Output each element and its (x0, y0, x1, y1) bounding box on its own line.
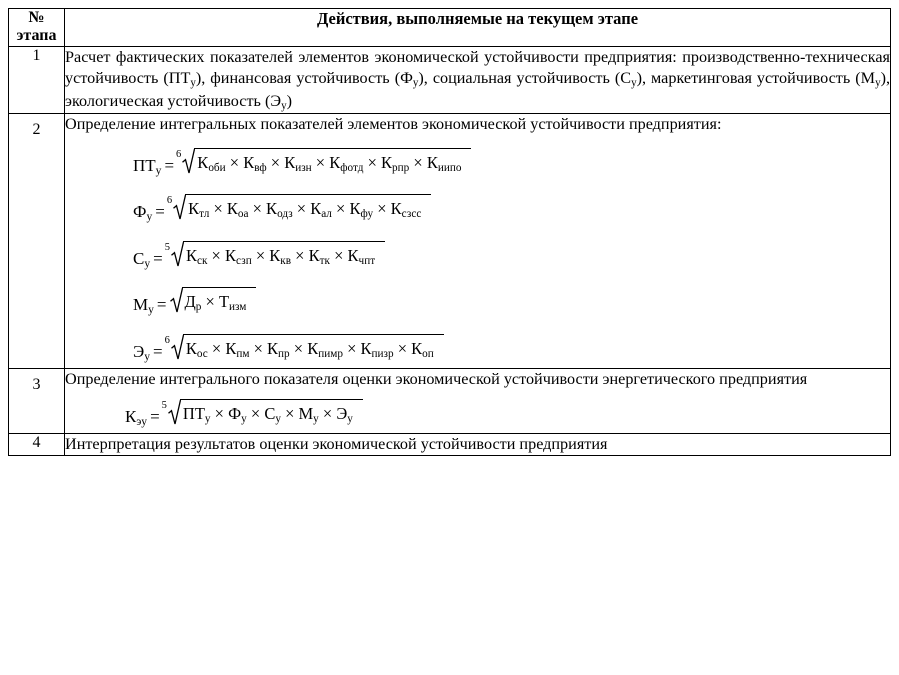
radical (165, 334, 444, 364)
formula-пт (133, 148, 890, 178)
stage1-sub-a: у (190, 77, 196, 90)
formula-lhs: $ПТ_у$ (133, 155, 162, 177)
formula-э (133, 334, 890, 364)
stage3-intro: Определение интегрального показателя оценки экономической устойчивости энергетического предприятия (65, 370, 808, 389)
stage2-formula-list (65, 148, 890, 364)
stage2-intro: Определение интегральных показателей элементов экономической устойчивости предприятия: (65, 115, 722, 134)
formula-equals: = (164, 155, 175, 175)
table-row (9, 114, 891, 369)
stage1-text-c: ), социальная устойчивость (С (418, 69, 632, 88)
stage-number-1: 1 (9, 46, 65, 114)
table-row (9, 46, 891, 114)
formula-lhs: $М_у$ (133, 295, 154, 317)
formula-к (125, 399, 890, 429)
stage1-text-f: ) (286, 91, 292, 110)
stage-number-3: 3 (9, 369, 65, 434)
header-stage-number-line1: № (28, 9, 45, 26)
stage-number-2: 2 (9, 114, 65, 369)
stage3-formula-list (65, 399, 890, 429)
table-row (9, 434, 891, 456)
radical-body: $К_{ск} \times К_{сзп} \times К_{кв} \times К_{тк} \times К_{чпт}$ (183, 241, 385, 271)
stage1-text-b: ), финансовая устойчивость (Ф (195, 69, 413, 88)
radical-sign-icon (171, 334, 184, 364)
radical (162, 399, 363, 429)
stage1-sub-d: у (875, 77, 881, 90)
radical-sign-icon (182, 148, 195, 178)
radical-body: $Д_р \times Т_{изм}$ (182, 287, 257, 317)
radical-body: $К_{оби} \times К_{вф} \times К_{изн} \times К_{фотд} \times К_{рпр} \times К_{иипо}$ (194, 148, 471, 178)
radical-index: 6 (164, 334, 170, 346)
stage1-sub-b: у (412, 77, 419, 90)
radical (167, 194, 432, 224)
radical-index: 6 (176, 148, 182, 160)
radical-sign-icon (170, 287, 183, 317)
radical-sign-icon (173, 194, 186, 224)
stage-content-2 (65, 114, 891, 369)
radical-body: $ПТ_у \times Ф_у \times С_у \times М_у \times Э_у$ (180, 399, 363, 429)
formula-equals: = (150, 406, 160, 426)
stage1-text-e: ), экологическая устойчивость (Э (65, 69, 890, 110)
stage1-sub-c: у (631, 77, 637, 90)
header-stage-number-line2: этапа (16, 27, 57, 45)
radical-index: 5 (161, 399, 167, 411)
formula-lhs: $К_{эу}$ (125, 406, 148, 428)
stage-content-3 (65, 369, 891, 434)
stage1-text-d: ), маркетинговая устойчивость (М (636, 69, 876, 88)
stage-content-4: Интерпретация результатов оценки экономической устойчивости предприятия (65, 434, 891, 456)
table-row (9, 369, 891, 434)
formula-equals: = (153, 248, 163, 268)
stage-content-1 (65, 46, 891, 114)
radical (165, 241, 385, 271)
radical-index: 6 (166, 195, 173, 207)
formula-с (133, 241, 890, 271)
stage1-sub-e: у (281, 99, 287, 112)
radical (169, 287, 257, 317)
stage1-text-a: Расчет фактических показателей элементов экономической устойчивости предприятия: производственно-техническая устойчивость (ПТ (65, 47, 890, 88)
formula-м (133, 287, 890, 317)
formula-equals: = (153, 341, 163, 361)
header-actions: Действия, выполняемые на текущем этапе (65, 9, 891, 47)
radical-index: 5 (164, 241, 170, 253)
radical-sign-icon (168, 399, 181, 429)
formula-equals: = (155, 202, 165, 222)
stage-number-4: 4 (9, 434, 65, 456)
radical-sign-icon (171, 241, 184, 271)
formula-lhs: $Ф_у$ (133, 202, 153, 224)
radical-body: $К_{ос} \times К_{пм} \times К_{пр} \times К_{пимр} \times К_{пизр} \times К_{оп}$ (183, 334, 444, 364)
formula-equals: = (156, 295, 167, 315)
radical (176, 148, 471, 178)
formula-lhs: $С_у$ (133, 248, 151, 270)
header-stage-number (9, 9, 65, 47)
stages-table (8, 8, 891, 456)
radical-body: $К_{тл} \times К_{оа} \times К_{одз} \times К_{ал} \times К_{фу} \times К_{сзсс}$ (185, 194, 431, 224)
table-header-row (9, 9, 891, 47)
formula-ф (133, 194, 890, 224)
formula-lhs: $Э_у$ (133, 341, 151, 363)
